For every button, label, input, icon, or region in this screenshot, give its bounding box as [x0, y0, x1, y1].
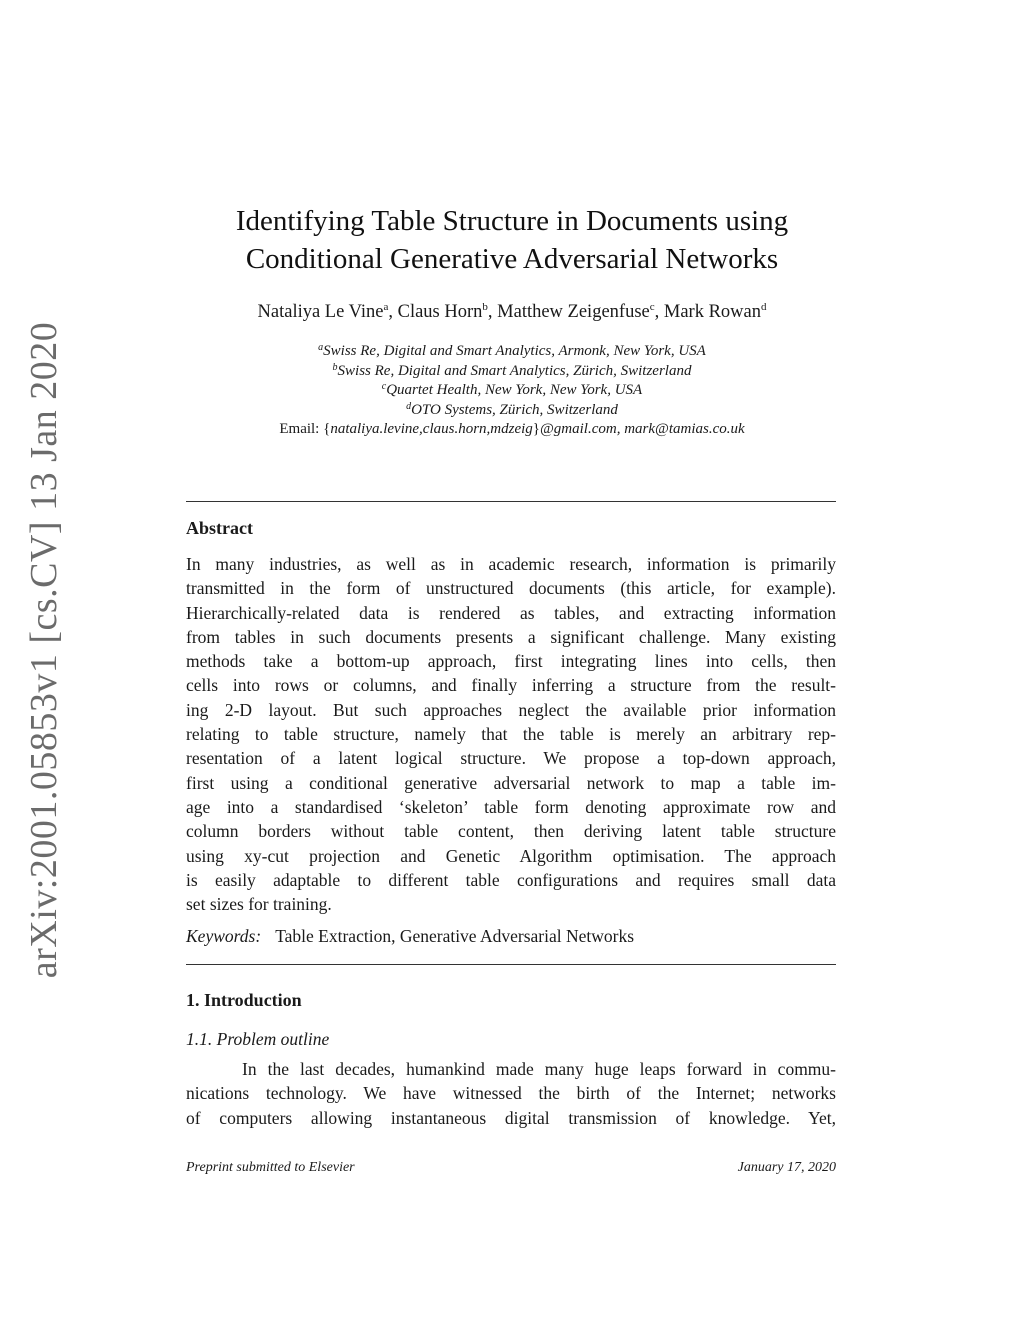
author-affiliation-mark: c: [649, 301, 655, 313]
footer-date: January 17, 2020: [737, 1160, 836, 1175]
abstract-line: from tables in such documents presents a significant challenge. Many existing: [186, 626, 836, 647]
author-separator: ,: [654, 302, 664, 322]
footer-preprint-note: Preprint submitted to Elsevier: [186, 1160, 355, 1175]
email-brace-open: {: [323, 421, 331, 437]
affiliation-line: [0, 362, 1024, 382]
affiliation-text: OTO Systems, Zürich, Switzerland: [411, 401, 618, 418]
affiliation-mark: a: [318, 342, 324, 353]
affiliation-mark: c: [381, 381, 387, 392]
affiliation-line: [0, 342, 1024, 362]
abstract-bottom-rule: [186, 964, 836, 965]
paragraph-line: In the last decades, humankind made many huge leaps forward in commu-: [242, 1059, 836, 1079]
email-addresses: nataliya.levine,claus.horn,mdzeig: [330, 421, 533, 437]
paragraph-line: nications technology. We have witnessed the birth of the Internet; networks: [186, 1083, 836, 1104]
affiliation-line: [0, 401, 1024, 421]
abstract-line: methods take a bottom-up approach, first integrating lines into cells, then: [186, 651, 836, 672]
author-name: Nataliya Le Vine: [257, 302, 384, 322]
email-brace-close: }: [532, 421, 540, 437]
abstract-line: cells into rows or columns, and finally inferring a structure from the result-: [186, 675, 836, 696]
keywords-line: [186, 926, 634, 947]
subsection-heading-problem-outline: 1.1. Problem outline: [186, 1029, 330, 1049]
author-affiliation-mark: a: [383, 301, 389, 313]
author-affiliation-mark: d: [760, 301, 767, 313]
abstract-line: relating to table structure, namely that the table is merely an arbitrary rep-: [186, 724, 836, 745]
author-list: [0, 302, 1024, 323]
abstract-line: using xy-cut projection and Genetic Algorithm optimisation. The approach: [186, 845, 836, 866]
author-separator: ,: [388, 302, 398, 322]
abstract-line: set sizes for training.: [186, 894, 332, 915]
arxiv-identifier-stamp: arXiv:2001.05853v1 [cs.CV] 13 Jan 2020: [23, 321, 65, 979]
author-name: Claus Horn: [397, 302, 483, 322]
author-name: Mark Rowan: [663, 302, 761, 322]
introduction-paragraph: [186, 1057, 836, 1130]
author-separator: ,: [487, 302, 498, 322]
paragraph-line: of computers allowing instantaneous digital transmission of knowledge. Yet,: [186, 1107, 836, 1128]
email-addresses-rest: @gmail.com, mark@tamias.co.uk: [539, 421, 745, 437]
abstract-line: transmitted in the form of unstructured documents (this article, for example).: [186, 578, 836, 599]
abstract-top-rule: [186, 501, 836, 502]
affiliation-text: Swiss Re, Digital and Smart Analytics, Zürich, Switzerland: [337, 362, 692, 379]
abstract-line: first using a conditional generative adversarial network to map a table im-: [186, 772, 836, 793]
title-line-2: Conditional Generative Adversarial Networks: [245, 243, 779, 275]
affiliation-mark: d: [406, 400, 412, 412]
abstract-line: age into a standardised ‘skeleton’ table form denoting approximate row and: [186, 796, 836, 817]
affiliation-text: Quartet Health, New York, New York, USA: [386, 382, 643, 398]
email-line: [0, 420, 1024, 440]
abstract-line: Hierarchically-related data is rendered as tables, and extracting information: [186, 602, 836, 623]
abstract-line: resentation of a latent logical structure. We propose a top-down approach,: [186, 748, 836, 769]
affiliation-line: [0, 381, 1024, 401]
abstract-line: In many industries, as well as in academic research, information is primarily: [186, 554, 836, 574]
author-name: Matthew Zeigenfuse: [497, 302, 650, 322]
abstract-line: column borders without table content, then deriving latent table structure: [186, 821, 836, 842]
affiliation-mark: b: [332, 361, 338, 373]
title-line-1: Identifying Table Structure in Documents using: [235, 205, 789, 237]
section-heading-introduction: 1. Introduction: [186, 990, 302, 1010]
paper-title: [0, 202, 1024, 278]
author-affiliation-mark: b: [482, 301, 488, 313]
abstract-heading: Abstract: [186, 518, 253, 538]
keywords-text: Table Extraction, Generative Adversarial Networks: [275, 926, 635, 946]
abstract-line: ing 2-D layout. But such approaches neglect the available prior information: [186, 699, 836, 720]
abstract-body: [186, 552, 836, 916]
email-label: Email:: [279, 421, 324, 437]
keywords-label: Keywords:: [186, 926, 262, 946]
affiliation-block: [0, 342, 1024, 440]
abstract-line: is easily adaptable to different table configurations and requires small data: [186, 869, 836, 890]
affiliation-text: Swiss Re, Digital and Smart Analytics, Armonk, New York, USA: [323, 343, 706, 359]
